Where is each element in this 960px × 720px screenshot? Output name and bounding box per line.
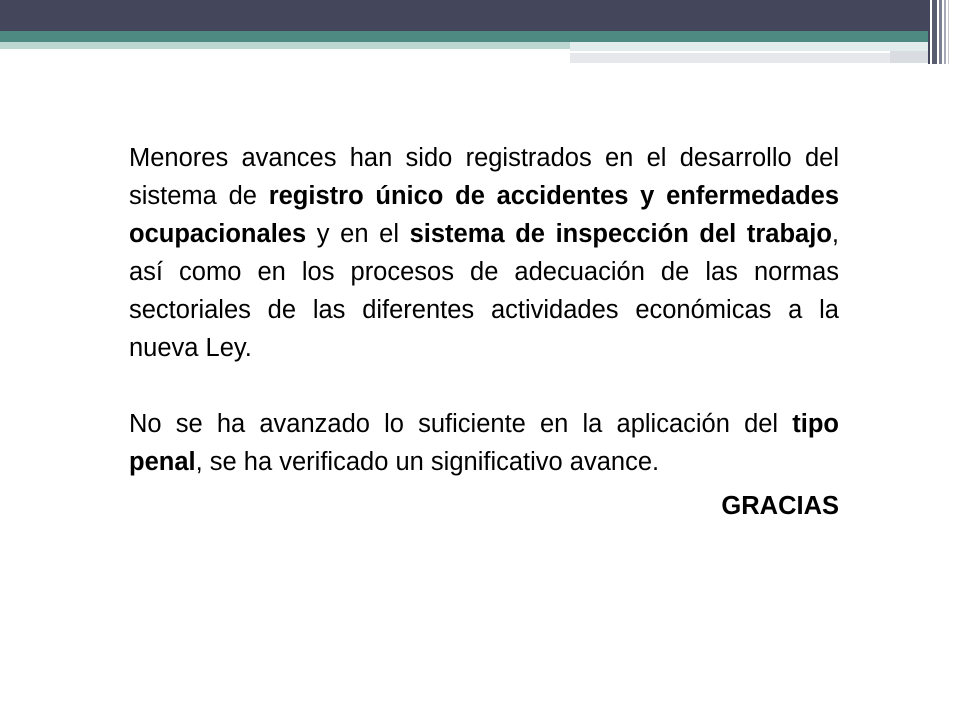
slide-body xyxy=(129,139,839,525)
paragraph-1-text-3: , así como en los procesos de adecuación de las normas sectoriales de las diferentes actividades económicas a la nueva Ley. xyxy=(129,220,839,362)
paragraph-1-text-2: y en el xyxy=(306,220,410,248)
header-notch-light xyxy=(570,42,928,51)
paragraph-2-text-1: No se ha avanzado lo suficiente en la aplicación del xyxy=(129,410,793,438)
header-band-teal-light xyxy=(0,42,570,49)
header-notch-gray xyxy=(570,53,928,63)
closing-thanks: GRACIAS xyxy=(721,492,839,520)
header-notch-gray-dark xyxy=(890,51,928,63)
paragraph-1-text-1: Menores avances han sido registrados en el desarrollo del sistema de xyxy=(129,144,839,210)
header-band-teal xyxy=(0,31,928,42)
header-vertical-stripes xyxy=(928,0,960,64)
paragraph-1 xyxy=(129,139,839,367)
header-band-dark xyxy=(0,0,928,31)
paragraph-2 xyxy=(129,405,839,481)
paragraph-2-bold-1: tipo penal xyxy=(129,410,839,476)
paragraph-1-bold-1: registro único de accidentes y enfermedades ocupacionales xyxy=(129,182,840,248)
paragraph-2-text-2: , se ha verificado un significativo avance. xyxy=(195,448,660,476)
paragraph-1-bold-2: sistema de inspección del trabajo xyxy=(409,220,832,248)
